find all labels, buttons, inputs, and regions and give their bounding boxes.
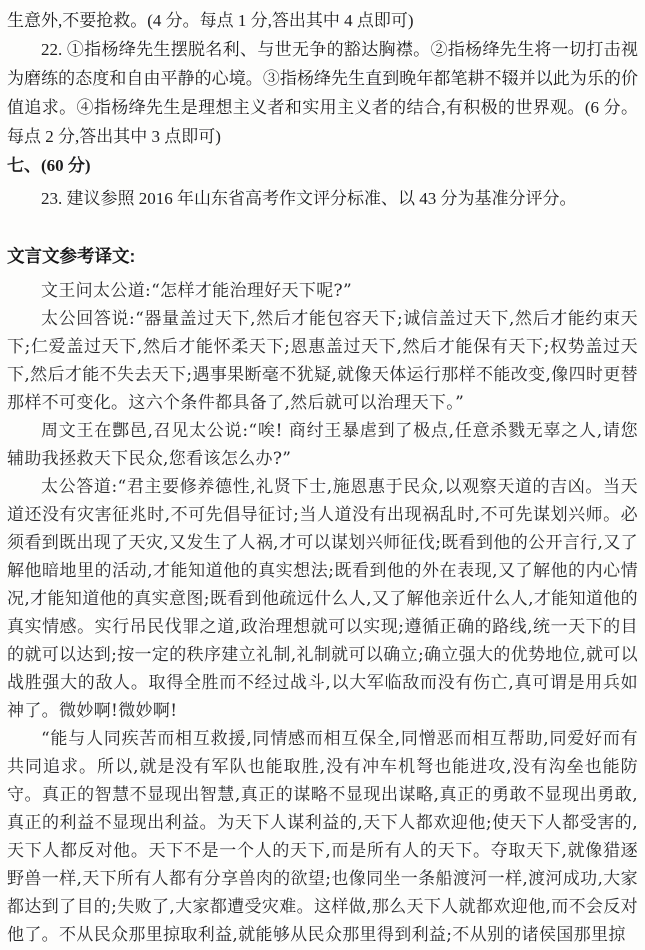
section-seven-heading: 七、(60 分) (7, 156, 91, 175)
translation-paragraph-3: 周文王在酆邑,召见太公说:“唉! 商纣王暴虐到了极点,任意杀戮无辜之人,请您辅助我拯救天下民众,您看该怎么办?” (7, 421, 638, 469)
answers-section (7, 6, 638, 213)
translation-heading: 文言文参考译文: (7, 246, 136, 266)
answer-continuation-line: 生意外,不要抢救。(4 分。每点 1 分,答出其中 4 点即可) (7, 11, 414, 30)
answer-item-23: 23. 建议参照 2016 年山东省高考作文评分标准、以 43 分为基准分评分。 (41, 189, 577, 208)
translation-section (7, 246, 638, 949)
translation-paragraph-2: 太公回答说:“器量盖过天下,然后才能包容天下;诚信盖过天下,然后才能约束天下;仁爱盖过天下,然后才能怀柔天下;恩惠盖过天下,然后才能保有天下;权势盖过天下,然后才能不失去天下;遇事果断毫不犹疑,就像天体运行那样不能改变,像四时更替那样不可变化。这六个条件都具备了,然后就可以治理天下。” (7, 309, 638, 413)
translation-paragraph-5: “能与人同疾苦而相互救援,同情感而相互保全,同憎恶而相互帮助,同爱好而有共同追求。所以,就是没有军队也能取胜,没有冲车机弩也能进攻,没有沟垒也能防守。真正的智慧不显现出智慧,真正的谋略不显现出谋略,真正的勇敢不显现出勇敢,真正的利益不显现出利益。为天下人谋利益的,天下人都欢迎他;使天下人都受害的,天下人都反对他。天下不是一个人的天下,而是所有人的天下。夺取天下,就像猎逐野兽一样,天下所有人都有分享兽肉的欲望;也像同坐一条船渡河一样,渡河成功,大家都达到了目的;失败了,大家都遭受灾难。这样做,那么天下人就都欢迎他,而不会反对他了。不从民众那里掠取利益,就能够从民众那里得到利益;不从别的诸侯国那里掠 (7, 729, 638, 945)
translation-paragraph-1: 文王问太公道:“怎样才能治理好天下呢?” (41, 281, 353, 301)
answer-item-22: 22. ①指杨绛先生摆脱名利、与世无争的豁达胸襟。②指杨绛先生将一切打击视为磨练的态度和自由平静的心境。③指杨绛先生直到晚年都笔耕不辍并以此为乐的价值追求。④指杨绛先生是理想主义者和实用主义者的结合,有积极的世界观。(6 分。每点 2 分,答出其中 3 点即可) (7, 40, 638, 146)
translation-paragraph-4: 太公答道:“君主要修养德性,礼贤下士,施恩惠于民众,以观察天道的吉凶。当天道还没有灾害征兆时,不可先倡导征讨;当人道没有出现祸乱时,不可先谋划兴师。必须看到既出现了天灾,又发生了人祸,才可以谋划兴师征伐;既看到他的公开言行,又了解他暗地里的活动,才能知道他的真实想法;既看到他的外在表现,又了解他的内心情况,才能知道他的真实意图;既看到他疏远什么人,又了解他亲近什么人,才能知道他的真实情感。实行吊民伐罪之道,政治理想就可以实现;遵循正确的路线,统一天下的目的就可以达到;按一定的秩序建立礼制,礼制就可以确立;确立强大的优势地位,就可以战胜强大的敌人。取得全胜而不经过战斗,以大军临敌而没有伤亡,真可谓是用兵如神了。微妙啊!微妙啊! (7, 477, 638, 721)
